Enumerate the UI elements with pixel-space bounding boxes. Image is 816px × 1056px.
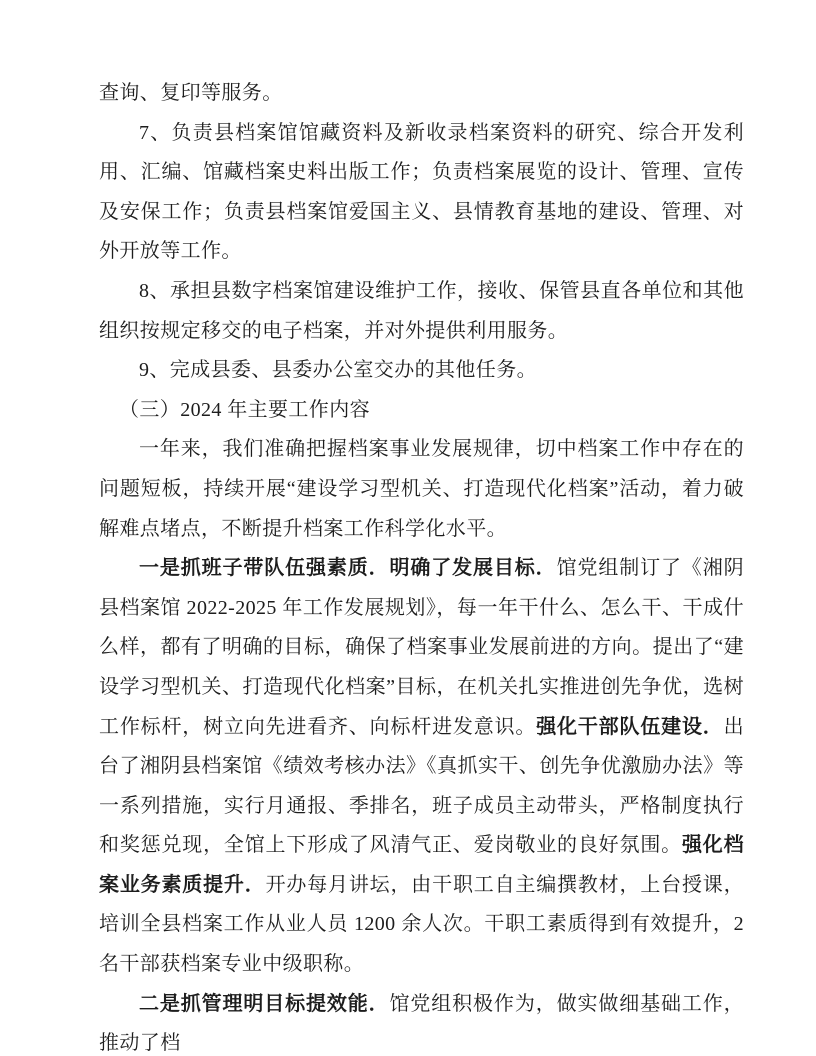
text-run: 开办每月讲坛，由干职工自主编撰教材，上台授课，培训全县档案工作从业人员 1200 余人次。干职工素质得到有效提升，2 名干部获档案专业中级职称。 [99, 873, 744, 976]
text-run: 9、完成县委、县委办公室交办的其他任务。 [139, 359, 537, 382]
bold-run-heading: 强化档案业务素质提升． [99, 834, 745, 896]
paragraph [99, 985, 744, 1056]
text-run: 馆党组积极作为，做实做细基础工作，推动了档 [99, 992, 744, 1055]
bold-run-heading: 一是抓班子带队伍强素质．明确了发展目标． [139, 557, 557, 580]
bold-run-heading: 强化干部队伍建设． [536, 715, 724, 738]
paragraph [99, 391, 744, 431]
document-content [99, 74, 744, 1056]
bold-run-heading: 二是抓管理明目标提效能． [139, 992, 390, 1015]
text-run: 馆党组制订了《湘阴县档案馆 2022-2025 年工作发展规划》，每一年干什么、怎么干、干成什么样，都有了明确的目标，确保了档案事业发展前进的方向。提出了“建设学习型机关、打造现代化档案”目标，在机关扎实推进创先争优，选树工作标杆，树立向先进看齐、向标杆进发意识。 [99, 557, 745, 738]
paragraph [99, 430, 744, 549]
text-run: 查询、复印等服务。 [99, 82, 283, 104]
text-run: （三）2024 年主要工作内容 [119, 398, 370, 421]
paragraph [99, 549, 744, 985]
text-run: 7、负责县档案馆馆藏资料及新收录档案资料的研究、综合开发利用、汇编、馆藏档案史料出版工作；负责档案展览的设计、管理、宣传及安保工作；负责县档案馆爱国主义、县情教育基地的建设、管理、对外开放等工作。 [99, 121, 744, 263]
paragraph [99, 272, 744, 351]
text-run: 出台了湘阴县档案馆《绩效考核办法》《真抓实干、创先争优激励办法》等一系列措施，实行月通报、季排名，班子成员主动带头，严格制度执行和奖惩兑现，全馆上下形成了风清气正、爱岗敬业的良好氛围。 [99, 715, 744, 857]
paragraph [99, 74, 744, 114]
text-run: 一年来，我们准确把握档案事业发展规律，切中档案工作中存在的问题短板，持续开展“建设学习型机关、打造现代化档案”活动，着力破解难点堵点，不断提升档案工作科学化水平。 [99, 438, 744, 540]
text-run: 8、承担县数字档案馆建设维护工作，接收、保管县直各单位和其他组织按规定移交的电子档案，并对外提供利用服务。 [99, 279, 744, 342]
paragraph [99, 114, 744, 272]
paragraph [99, 351, 744, 391]
